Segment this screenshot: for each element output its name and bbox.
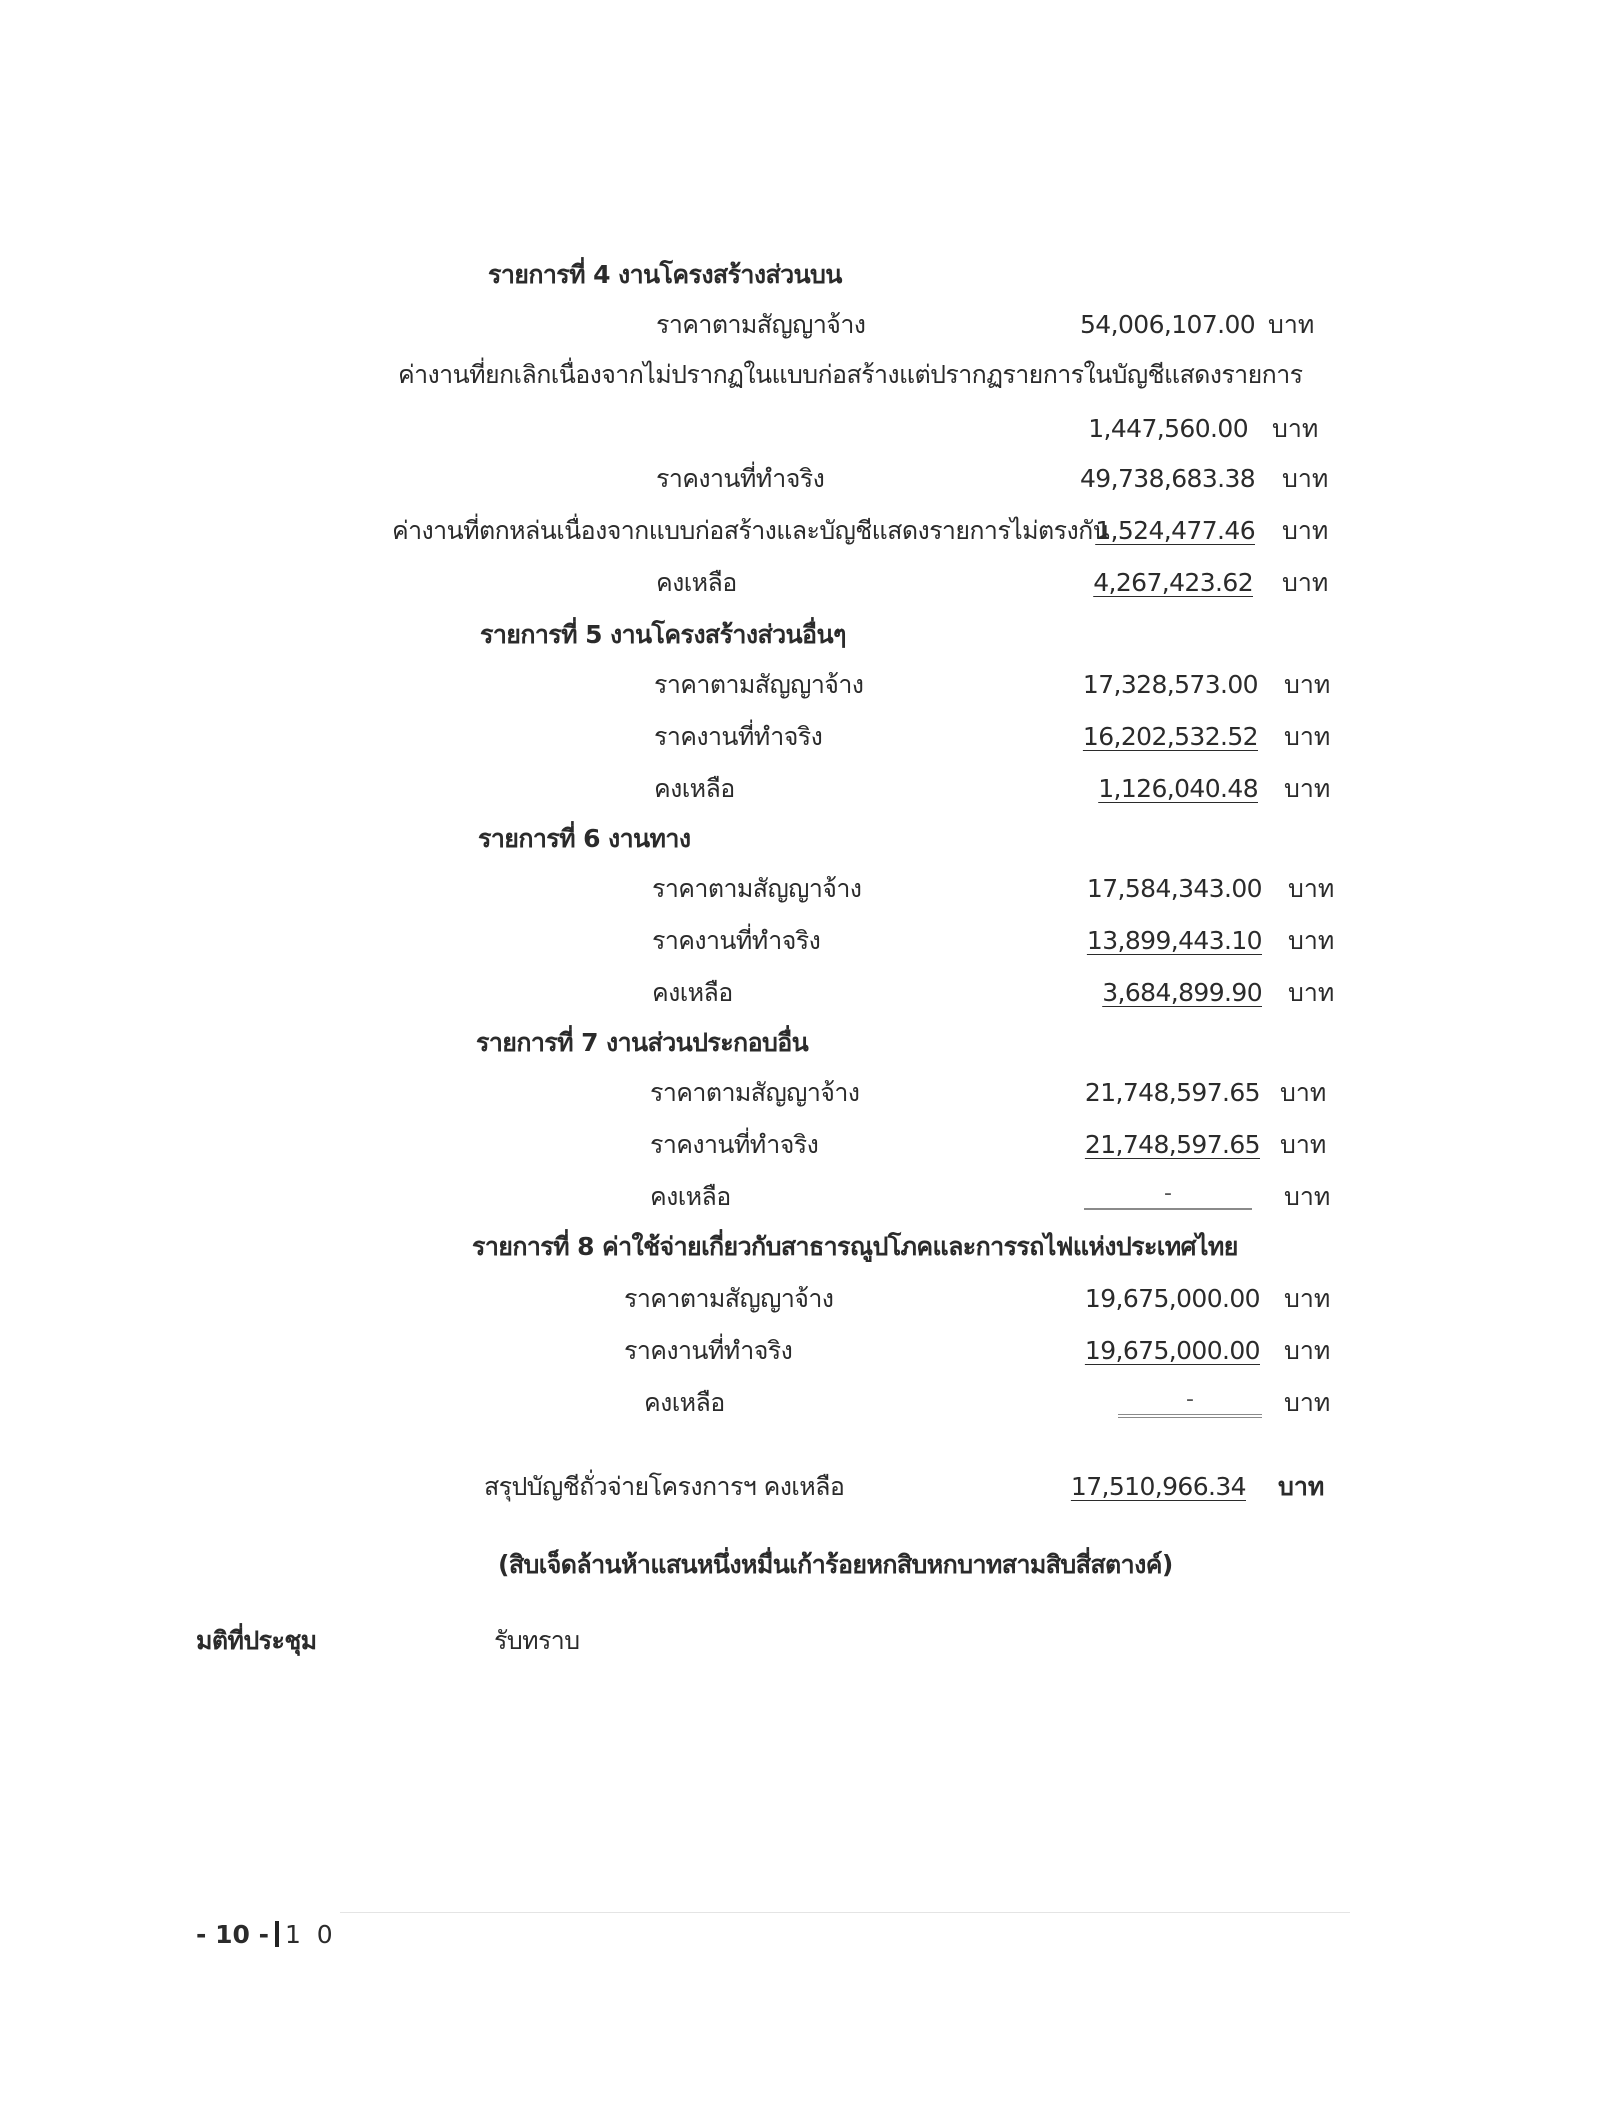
item4-cancelled-value: 1,447,560.00 — [1088, 414, 1248, 443]
item6-contract-unit: บาท — [1288, 874, 1335, 903]
page-footer — [196, 1918, 337, 1952]
item8-contract-value: 19,675,000.00 — [1084, 1284, 1260, 1313]
item4-heading: รายการที่ 4 งานโครงสร้างส่วนบน — [488, 260, 842, 289]
item7-heading: รายการที่ 7 งานส่วนประกอบอื่น — [476, 1028, 809, 1057]
page-number: - 10 - — [196, 1920, 269, 1949]
item8-contract-unit: บาท — [1284, 1284, 1331, 1313]
item4-omitted-label: ค่างานที่ตกหล่นเนื่องจากแบบก่อสร้างและบัญชีแสดงรายการไม่ตรงกัน — [392, 516, 1110, 545]
item8-remaining-unit: บาท — [1284, 1388, 1331, 1417]
item6-contract-value: 17,584,343.00 — [1086, 874, 1262, 903]
item5-actual-value: 16,202,532.52 — [1082, 722, 1258, 751]
page-number-right: 1 0 — [284, 1920, 337, 1949]
item6-heading: รายการที่ 6 งานทาง — [478, 824, 691, 853]
item4-contract-label: ราคาตามสัญญาจ้าง — [656, 310, 866, 339]
item6-remaining-label: คงเหลือ — [652, 978, 733, 1007]
item6-contract-label: ราคาตามสัญญาจ้าง — [652, 874, 862, 903]
summary-in-words: (สิบเจ็ดล้านห้าแสนหนึ่งหมื่นเก้าร้อยหกสิบหกบาทสามสิบสี่สตางค์) — [498, 1550, 1173, 1579]
item4-cancelled-label: ค่างานที่ยกเลิกเนื่องจากไม่ปรากฏในแบบก่อสร้างแต่ปรากฏรายการในบัญชีแสดงรายการ — [398, 360, 1303, 389]
item7-remaining-unit: บาท — [1284, 1182, 1331, 1211]
item5-contract-unit: บาท — [1284, 670, 1331, 699]
item4-omitted-unit: บาท — [1282, 516, 1329, 545]
summary-label: สรุปบัญชีถั่วจ่ายโครงการฯ คงเหลือ — [484, 1472, 845, 1501]
item4-remaining-label: คงเหลือ — [656, 568, 737, 597]
item8-remaining-label: คงเหลือ — [644, 1388, 725, 1417]
item8-actual-value: 19,675,000.00 — [1084, 1336, 1260, 1365]
item4-actual-unit: บาท — [1282, 464, 1329, 493]
item7-contract-value: 21,748,597.65 — [1084, 1078, 1260, 1107]
item6-actual-label: ราคงานที่ทำจริง — [652, 926, 821, 955]
item8-remaining-value: - — [1118, 1386, 1262, 1418]
summary-value: 17,510,966.34 — [1070, 1472, 1246, 1501]
resolution-text: รับทราบ — [494, 1626, 580, 1655]
item7-actual-label: ราคงานที่ทำจริง — [650, 1130, 819, 1159]
item6-actual-value: 13,899,443.10 — [1086, 926, 1262, 955]
item5-actual-unit: บาท — [1284, 722, 1331, 751]
resolution-label: มติที่ประชุม — [196, 1626, 317, 1655]
item4-cancelled-unit: บาท — [1272, 414, 1319, 443]
item5-remaining-value: 1,126,040.48 — [1098, 774, 1258, 803]
item6-actual-unit: บาท — [1288, 926, 1335, 955]
item6-remaining-unit: บาท — [1288, 978, 1335, 1007]
item4-actual-label: ราคงานที่ทำจริง — [656, 464, 825, 493]
item7-contract-unit: บาท — [1280, 1078, 1327, 1107]
item5-remaining-unit: บาท — [1284, 774, 1331, 803]
footer-separator — [275, 1921, 279, 1947]
summary-unit: บาท — [1278, 1472, 1325, 1501]
item5-contract-value: 17,328,573.00 — [1082, 670, 1258, 699]
item4-contract-unit: บาท — [1268, 310, 1315, 339]
item7-remaining-value: - — [1084, 1180, 1252, 1210]
item5-contract-label: ราคาตามสัญญาจ้าง — [654, 670, 864, 699]
item8-actual-label: ราคงานที่ทำจริง — [624, 1336, 793, 1365]
item5-remaining-label: คงเหลือ — [654, 774, 735, 803]
footer-divider — [340, 1912, 1350, 1913]
item5-actual-label: ราคงานที่ทำจริง — [654, 722, 823, 751]
item4-remaining-unit: บาท — [1282, 568, 1329, 597]
item4-contract-value: 54,006,107.00 — [1080, 310, 1256, 339]
item5-heading: รายการที่ 5 งานโครงสร้างส่วนอื่นๆ — [480, 620, 846, 649]
item7-actual-value: 21,748,597.65 — [1084, 1130, 1260, 1159]
item4-actual-value: 49,738,683.38 — [1080, 464, 1256, 493]
item7-remaining-label: คงเหลือ — [650, 1182, 731, 1211]
item8-contract-label: ราคาตามสัญญาจ้าง — [624, 1284, 834, 1313]
item7-actual-unit: บาท — [1280, 1130, 1327, 1159]
item6-remaining-value: 3,684,899.90 — [1102, 978, 1262, 1007]
item7-contract-label: ราคาตามสัญญาจ้าง — [650, 1078, 860, 1107]
item4-remaining-value: 4,267,423.62 — [1093, 568, 1253, 597]
item4-omitted-value: 1,524,477.46 — [1095, 516, 1255, 545]
item8-actual-unit: บาท — [1284, 1336, 1331, 1365]
item8-heading: รายการที่ 8 ค่าใช้จ่ายเกี่ยวกับสาธารณูปโภคและการรถไฟแห่งประเทศไทย — [472, 1232, 1238, 1261]
